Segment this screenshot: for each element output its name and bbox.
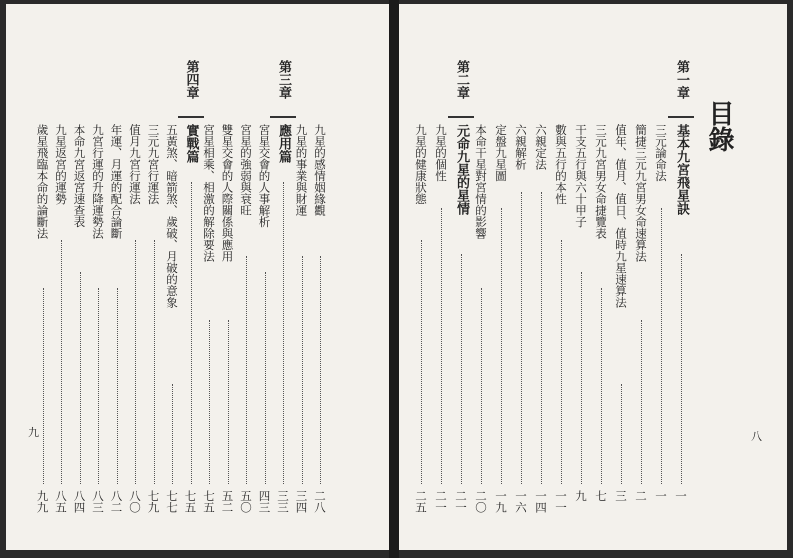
entry-title: 五黃煞、暗箭煞、歲破、月破的意象 — [165, 124, 179, 308]
dot-leader — [481, 288, 482, 484]
chapter-number: 第二章 — [454, 60, 469, 99]
entry-title: 本命干星對宮情的影響 — [474, 124, 488, 239]
page-number: 二一 — [454, 490, 468, 513]
toc-entry — [551, 4, 571, 550]
toc-entry — [310, 4, 330, 550]
page-number: 二一 — [434, 490, 448, 513]
left-page — [6, 4, 389, 550]
toc-entry — [531, 4, 551, 550]
dot-leader — [191, 182, 192, 484]
dot-leader — [302, 256, 303, 484]
chapter-title: 元命九星的星情 — [454, 124, 469, 215]
page-number: 八三 — [91, 490, 105, 513]
entry-title: 九宮行運的升降運勢法 — [91, 124, 105, 239]
entry-title: 歲星飛臨本命的論斷法 — [35, 124, 50, 239]
right-page — [399, 4, 787, 550]
page-number: 三 — [614, 490, 628, 502]
chapter-number: 第四章 — [183, 60, 199, 99]
page-number: 一六 — [514, 490, 528, 513]
toc-entry — [292, 4, 312, 550]
toc-chapter — [181, 4, 201, 550]
book-gutter — [389, 0, 399, 558]
toc-entry — [88, 4, 108, 550]
dot-leader — [265, 272, 266, 484]
toc-entry — [411, 4, 431, 550]
entry-title: 宮星相乘、相激的解除要法 — [202, 124, 216, 262]
dot-leader — [61, 240, 62, 484]
page-number: 二 — [634, 490, 648, 502]
dot-leader — [209, 320, 210, 484]
page-number: 五二 — [220, 490, 235, 513]
toc-entry — [162, 4, 182, 550]
entry-title: 簡捷三元九宮男女命速算法 — [634, 124, 648, 262]
toc-entry — [431, 4, 451, 550]
dot-leader — [581, 272, 582, 484]
dot-leader — [80, 272, 81, 484]
dot-leader — [601, 288, 602, 484]
dot-leader — [320, 256, 321, 484]
dot-leader — [283, 182, 284, 484]
page-number: 二八 — [313, 490, 327, 513]
toc-entry — [591, 4, 611, 550]
page-number: 三三 — [276, 490, 290, 513]
chapter-rule — [668, 116, 694, 118]
entry-title: 九星返宮的運勢 — [54, 124, 68, 205]
right-folio: 八 — [751, 430, 762, 443]
toc-entry — [199, 4, 219, 550]
entry-title: 本命九宮返宮速查表 — [72, 124, 87, 228]
chapter-title: 基本九宮飛星訣 — [674, 124, 689, 215]
entry-title: 值年、值月、值日、值時九星速算法 — [614, 124, 628, 308]
dot-leader — [501, 208, 502, 484]
entry-title: 九星的事業與財運 — [294, 124, 309, 216]
dot-leader — [98, 288, 99, 484]
toc-entry — [631, 4, 651, 550]
page-number: 八二 — [109, 490, 124, 513]
toc-entry — [107, 4, 127, 550]
dot-leader — [661, 208, 662, 484]
page-number: 三四 — [294, 490, 309, 513]
chapter-title: 實戰篇 — [183, 124, 199, 163]
entry-title: 九星的個性 — [434, 124, 448, 182]
dot-leader — [541, 192, 542, 484]
dot-leader — [681, 254, 682, 484]
toc-entry — [651, 4, 671, 550]
page-number: 七 — [594, 490, 608, 502]
chapter-number: 第三章 — [276, 60, 291, 99]
dot-leader — [561, 240, 562, 484]
page-number: 一 — [654, 490, 668, 502]
toc-entry — [218, 4, 238, 550]
page-number: 八〇 — [128, 490, 142, 513]
page-number: 八四 — [72, 490, 87, 513]
dot-leader — [228, 320, 229, 484]
chapter-title: 應用篇 — [276, 124, 291, 163]
page-number: 九 — [574, 490, 588, 502]
chapter-rule — [448, 116, 474, 118]
dot-leader — [246, 256, 247, 484]
left-folio: 九 — [28, 426, 39, 439]
dot-leader — [641, 320, 642, 484]
dot-leader — [135, 240, 136, 484]
page-number: 二五 — [414, 490, 428, 513]
toc-entry — [611, 4, 631, 550]
entry-title: 雙星交會的人際關係與應用 — [220, 124, 235, 262]
toc-entry — [236, 4, 256, 550]
entry-title: 九星的感情姻緣觀 — [313, 124, 327, 216]
toc-entry — [491, 4, 511, 550]
dot-leader — [117, 288, 118, 484]
page-number: 五〇 — [239, 490, 253, 513]
toc-entry — [511, 4, 531, 550]
entry-title: 三元論命法 — [654, 124, 668, 182]
page-number: 一 — [674, 490, 688, 502]
page-number: 七五 — [202, 490, 216, 513]
toc-chapter — [273, 4, 293, 550]
dot-leader — [521, 192, 522, 484]
page-number: 九九 — [35, 490, 50, 513]
toc-entry — [471, 4, 491, 550]
entry-title: 六親解析 — [514, 124, 528, 170]
page-number: 七七 — [165, 490, 179, 513]
page-number: 二〇 — [474, 490, 488, 513]
entry-title: 三元九宮男女命捷覽表 — [594, 124, 608, 239]
dot-leader — [621, 384, 622, 484]
entry-title: 九星的健康狀態 — [414, 124, 428, 205]
toc-entry — [144, 4, 164, 550]
chapter-number: 第一章 — [674, 60, 689, 99]
entry-title: 值月九宮行運法 — [128, 124, 142, 205]
dot-leader — [461, 254, 462, 484]
toc-entry — [571, 4, 591, 550]
toc-entry — [51, 4, 71, 550]
toc-chapter — [451, 4, 471, 550]
page-number: 八五 — [54, 490, 68, 513]
toc-chapter — [671, 4, 691, 550]
entry-title: 數與五行的本性 — [554, 124, 568, 205]
dot-leader — [172, 384, 173, 484]
dot-leader — [421, 240, 422, 484]
entry-title: 定盤九星圖 — [494, 124, 508, 182]
entry-title: 年運、月運的配合論斷 — [109, 124, 124, 239]
dot-leader — [154, 240, 155, 484]
page-number: 七九 — [146, 490, 161, 513]
entry-title: 六親定法 — [534, 124, 548, 170]
page-number: 一九 — [494, 490, 508, 513]
toc-entry — [255, 4, 275, 550]
page-number: 四三 — [257, 490, 272, 513]
dot-leader — [441, 208, 442, 484]
toc-entry — [70, 4, 90, 550]
toc-title: 目錄 — [704, 100, 734, 152]
toc-entry — [33, 4, 53, 550]
page-number: 七五 — [183, 490, 198, 513]
page-number: 一四 — [534, 490, 548, 513]
entry-title: 宮星交會的人事解析 — [257, 124, 272, 228]
entry-title: 宮星的強弱與衰旺 — [239, 124, 253, 216]
entry-title: 干支五行與六十甲子 — [574, 124, 588, 228]
entry-title: 三元九宮行運法 — [146, 124, 161, 205]
page-number: 一一 — [554, 490, 568, 513]
dot-leader — [43, 288, 44, 484]
toc-entry — [125, 4, 145, 550]
